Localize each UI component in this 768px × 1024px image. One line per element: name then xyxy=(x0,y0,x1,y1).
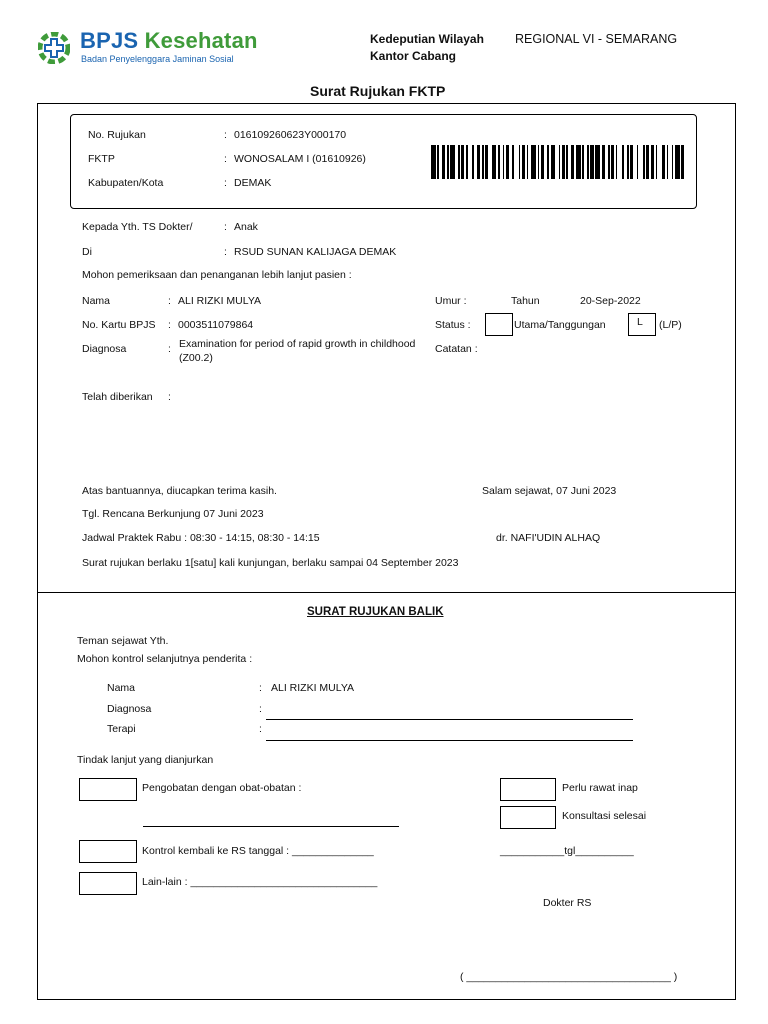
di-value: RSUD SUNAN KALIJAGA DEMAK xyxy=(234,246,397,258)
diagnosa-fill-line xyxy=(266,719,633,720)
kepada-label: Kepada Yth. TS Dokter/ xyxy=(82,221,193,233)
page-title: Surat Rujukan FKTP xyxy=(310,83,446,99)
balik-title: SURAT RUJUKAN BALIK xyxy=(307,606,444,618)
kartu-label: No. Kartu BPJS xyxy=(82,319,156,331)
colon: : xyxy=(224,177,227,189)
deputy-value: REGIONAL VI - SEMARANG xyxy=(515,32,678,46)
colon: : xyxy=(168,295,171,307)
salam-text: Salam sejawat, 07 Juni 2023 xyxy=(482,485,617,497)
barcode xyxy=(431,145,685,179)
nama-label: Nama xyxy=(82,295,111,307)
dob-value: 20-Sep-2022 xyxy=(580,295,641,307)
opt-kontrol-label: Kontrol kembali ke RS tanggal : ______________ xyxy=(142,845,374,857)
section-divider xyxy=(37,592,735,593)
kepada-value: Anak xyxy=(234,221,258,233)
gender-hint: (L/P) xyxy=(659,319,682,331)
obat-fill-line xyxy=(143,826,399,827)
rencana-text: Tgl. Rencana Berkunjung 07 Juni 2023 xyxy=(82,508,264,520)
diagnosa-line1: Examination for period of rapid growth in childhood xyxy=(179,338,416,350)
kabupaten-value: DEMAK xyxy=(234,177,272,189)
colon: : xyxy=(224,221,227,233)
dokter-rs-label: Dokter RS xyxy=(543,897,592,909)
balik-diagnosa-label: Diagnosa xyxy=(107,703,152,715)
kartu-value: 0003511079864 xyxy=(178,319,254,331)
colon: : xyxy=(259,682,262,694)
checkbox-rawat-inap[interactable] xyxy=(500,778,556,801)
deputy-label: Kedeputian Wilayah xyxy=(370,32,484,46)
gender-value: L xyxy=(637,316,643,328)
doctor-name: dr. NAFI'UDIN ALHAQ xyxy=(496,532,601,544)
fktp-label: FKTP xyxy=(88,153,115,165)
colon: : xyxy=(259,703,262,715)
status-label: Status : xyxy=(435,319,471,331)
balik-nama-value: ALI RIZKI MULYA xyxy=(271,682,355,694)
fktp-value: WONOSALAM I (01610926) xyxy=(234,153,366,165)
checkbox-kontrol[interactable] xyxy=(79,840,137,863)
logo-brand-bpjs: BPJS xyxy=(80,28,139,53)
tgl-line: ___________tgl__________ xyxy=(500,845,634,857)
signature-line: ( ___________________________________ ) xyxy=(460,971,678,983)
tahun-label: Tahun xyxy=(511,295,540,307)
nama-value: ALI RIZKI MULYA xyxy=(178,295,262,307)
checkbox-konsultasi[interactable] xyxy=(500,806,556,829)
berlaku-text: Surat rujukan berlaku 1[satu] kali kunjungan, berlaku sampai 04 September 2023 xyxy=(82,557,459,569)
colon: : xyxy=(224,246,227,258)
kabupaten-label: Kabupaten/Kota xyxy=(88,177,164,189)
logo-wordmark xyxy=(80,28,258,54)
document-frame xyxy=(37,103,736,1000)
terapi-fill-line xyxy=(266,740,633,741)
thanks-text: Atas bantuannya, diucapkan terima kasih. xyxy=(82,485,277,497)
colon: : xyxy=(224,153,227,165)
opt-lain-label: Lain-lain : ________________________________ xyxy=(142,876,378,888)
logo-subtitle: Badan Penyelenggara Jaminan Sosial xyxy=(81,54,234,64)
colon: : xyxy=(168,319,171,331)
umur-label: Umur : xyxy=(435,295,467,307)
jadwal-text: Jadwal Praktek Rabu : 08:30 - 14:15, 08:30 - 14:15 xyxy=(82,532,320,544)
utama-label: Utama/Tanggungan xyxy=(514,319,606,331)
checkbox-lain[interactable] xyxy=(79,872,137,895)
checkbox-obat[interactable] xyxy=(79,778,137,801)
tindak-text: Tindak lanjut yang dianjurkan xyxy=(77,754,214,766)
opt-rawat-label: Perlu rawat inap xyxy=(562,782,638,794)
no-rujukan-label: No. Rujukan xyxy=(88,129,146,141)
mohon-kontrol-text: Mohon kontrol selanjutnya penderita : xyxy=(77,653,253,665)
colon: : xyxy=(259,723,262,735)
colon: : xyxy=(168,391,171,403)
status-box xyxy=(485,313,513,336)
opt-obat-label: Pengobatan dengan obat-obatan : xyxy=(142,782,302,794)
colon: : xyxy=(168,343,171,355)
balik-nama-label: Nama xyxy=(107,682,136,694)
diagnosa-line2: (Z00.2) xyxy=(179,352,213,364)
branch-label: Kantor Cabang xyxy=(370,49,457,63)
logo-brand-kesehatan: Kesehatan xyxy=(144,28,258,53)
catatan-label: Catatan : xyxy=(435,343,478,355)
mohon-text: Mohon pemeriksaan dan penanganan lebih lanjut pasien : xyxy=(82,269,352,281)
opt-konsul-label: Konsultasi selesai xyxy=(562,810,647,822)
diagnosa-label: Diagnosa xyxy=(82,343,127,355)
colon: : xyxy=(224,129,227,141)
teman-text: Teman sejawat Yth. xyxy=(77,635,169,647)
telah-label: Telah diberikan xyxy=(82,391,153,403)
di-label: Di xyxy=(82,246,92,258)
balik-terapi-label: Terapi xyxy=(107,723,136,735)
no-rujukan-value: 016109260623Y000170 xyxy=(234,129,347,141)
bpjs-logo-icon xyxy=(38,32,70,64)
